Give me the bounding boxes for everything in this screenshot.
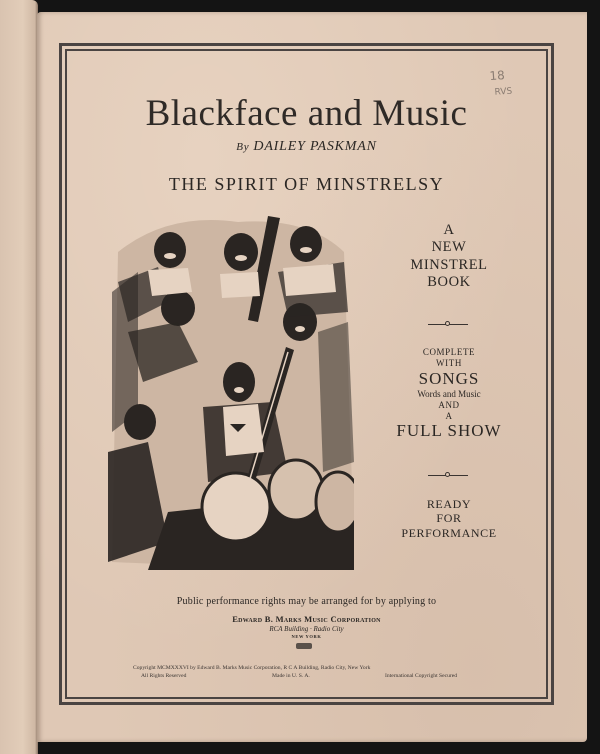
sidebar-full-show: FULL SHOW: [396, 421, 502, 441]
copyright-line: Copyright MCMXXXVI by Edward B. Marks Music Corporation, R C A Building, Radio City, New York: [133, 665, 371, 671]
sidebar-line: READY: [426, 497, 472, 511]
sidebar-line: AND: [438, 399, 460, 410]
all-rights-reserved: All Rights Reserved: [141, 673, 187, 679]
publisher-name: Edward B. Marks Music Corporation: [232, 614, 381, 624]
left-page-edge: [0, 0, 38, 754]
sidebar-ready-for-performance: [386, 497, 512, 540]
book-title: Blackface and Music: [145, 93, 468, 134]
publisher-city: NEW YORK: [291, 634, 322, 639]
sidebar-line: FOR: [436, 511, 462, 526]
divider-ornament: [428, 321, 468, 327]
sidebar-line: PERFORMANCE: [401, 525, 497, 540]
made-in-usa: Made in U. S. A.: [272, 673, 310, 679]
pencil-note-code: RVS: [494, 86, 513, 98]
sidebar-line: BOOK: [427, 274, 471, 291]
publisher-address: RCA Building · Radio City: [269, 625, 344, 633]
sidebar-line: MINSTREL: [410, 256, 488, 273]
book-subtitle: THE SPIRIT OF MINSTRELSY: [168, 174, 445, 194]
byline-prefix: By: [236, 141, 250, 153]
author-name: DAILEY PASKMAN: [253, 139, 377, 154]
publisher-logo-icon: [296, 643, 312, 649]
sidebar-complete-with-songs: [386, 347, 512, 442]
pencil-note-price: 18: [488, 68, 506, 84]
minstrel-band-illustration: [108, 212, 354, 570]
sidebar-line: COMPLETE: [422, 347, 476, 357]
sidebar-songs: SONGS: [418, 368, 480, 388]
international-copyright: International Copyright Secured: [385, 673, 458, 679]
woodcut-illustration-icon: [108, 212, 354, 570]
byline: [65, 139, 548, 155]
sidebar-line: A: [445, 410, 453, 421]
divider-ornament: [428, 472, 468, 478]
sidebar-line: WITH: [436, 357, 462, 368]
sidebar-new-minstrel-book: [386, 222, 512, 292]
performance-rights-notice: Public performance rights may be arranged for by applying to: [176, 596, 437, 607]
sidebar-line: Words and Music: [417, 388, 481, 399]
sidebar-line: A: [443, 222, 455, 238]
sidebar-line: NEW: [431, 239, 467, 256]
